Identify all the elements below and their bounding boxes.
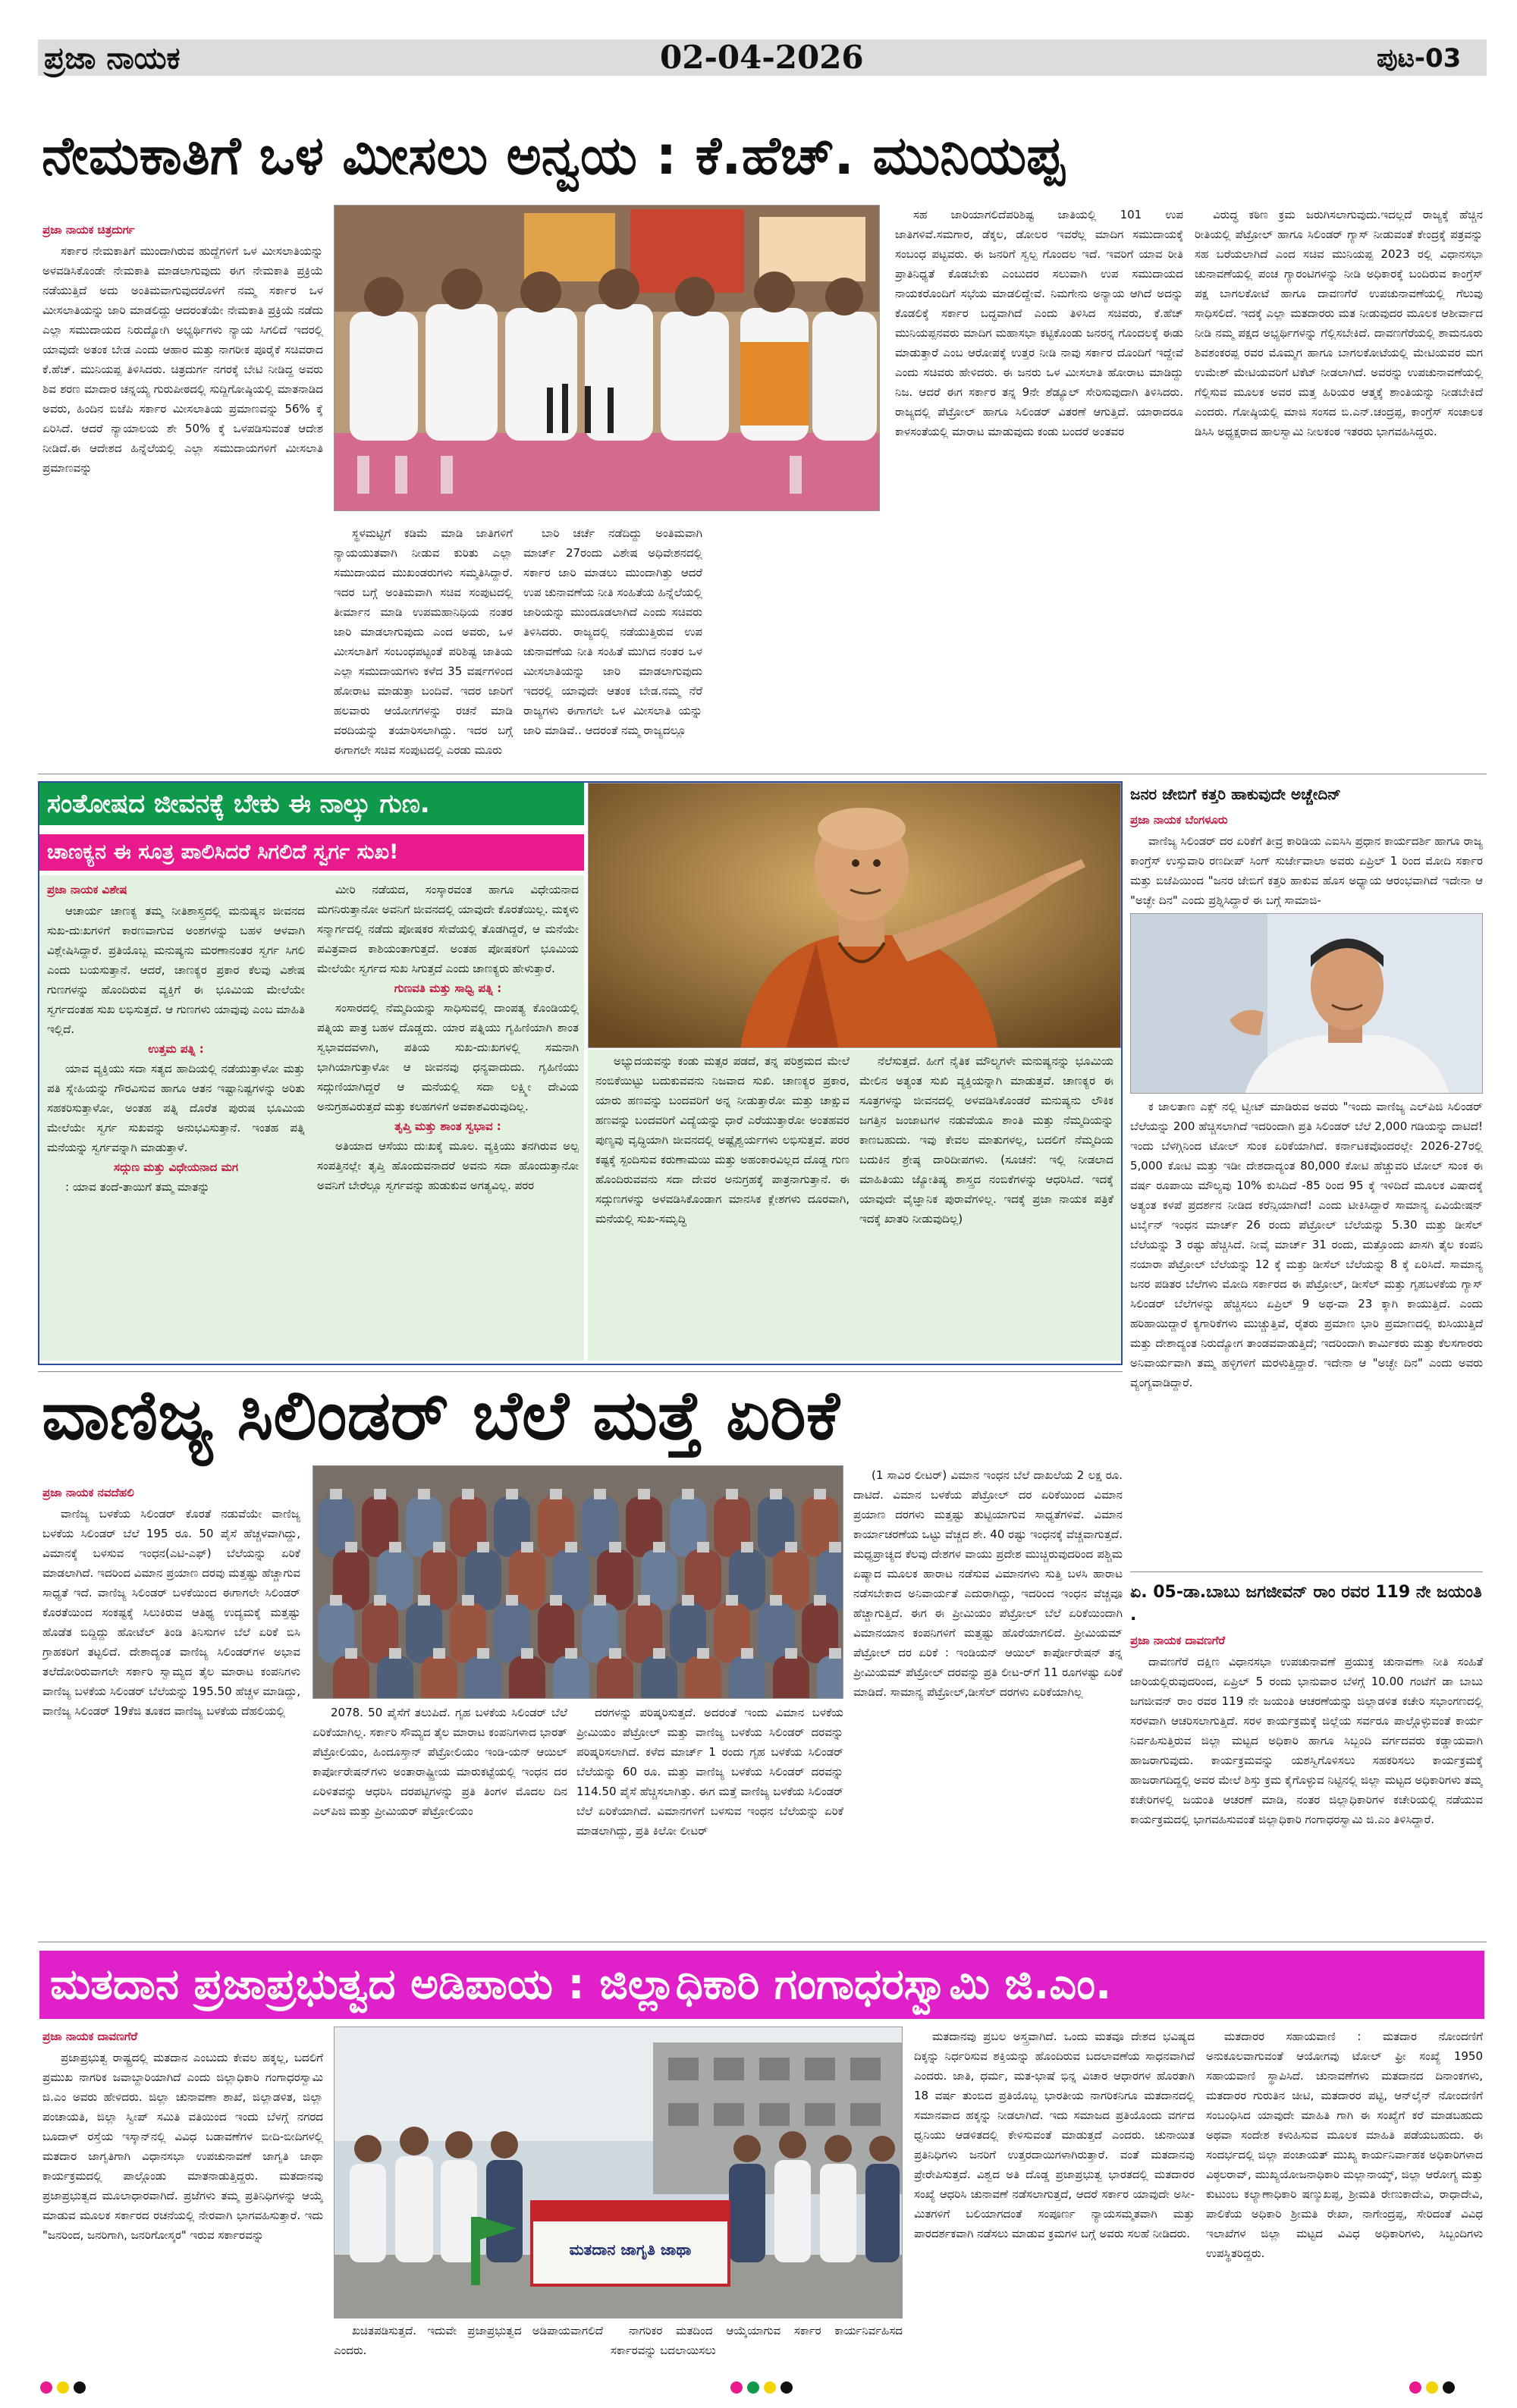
chanakya-painting: [588, 783, 1121, 1048]
cylinder-valve: [814, 1489, 826, 1499]
cylinder-valve: [638, 1489, 650, 1499]
cylinder-valve: [682, 1595, 694, 1606]
cylinder-valve: [550, 1595, 562, 1606]
story6-col3: ನಾಗರಿಕರ ಮತದಿಂದ ಆಯ್ಕೆಯಾಗುವ ಸರ್ಕಾರ ಕಾರ್ಯನಿರ್ವಹಿಸದ ಸರ್ಕಾರವನ್ನು ಬದಲಾಯಿಸಲು: [611, 2324, 903, 2357]
cylinder-valve: [814, 1595, 826, 1606]
awareness-rally-photo: [334, 2027, 903, 2319]
story4-col2: 2078. 50 ಪೈಸೆಗೆ ತಲುಪಿದೆ. ಗೃಹ ಬಳಕೆಯ ಸಿಲಿಂಡರ್ ಬೆಲೆ ಏರಿಕೆಯಾಗಿಲ್ಲ. ಸರ್ಕಾರಿ ಸೌಮ್ಯದ ತೈಲ ಮಾರಾಟ ಕಂಪನಿಗಳಾದ ಭಾರತ್ ಪೆಟ್ರೋಲಿಯಂ, ಹಿಂದೂಸ್ತಾನ್ ಪೆಟ್ರೋಲಿಯಂ ಇಂಡಿ-ಯನ್ ಆಯಿಲ್ ಕಾರ್ಪೋರೇಷನ್‌ಗಳು ಅಂತಾರಾಷ್ಟ್ರೀಯ ಮಾರುಕಟ್ಟೆಯಲ್ಲಿ ಇಂಧನ ದರ ಏರಿಳಿತವನ್ನು ಆಧರಿಸಿ ದರಪಟ್ಟಿಗಳನ್ನು ಪ್ರತಿ ತಿಂಗಳ ಮೊದಲ ದಿನ ಎಲ್‌ಪಿಜಿ ಮತ್ತು ಪ್ರೀಮಿಯರ್ ಪೆಟ್ರೋಲಿಯಂ: [313, 1706, 567, 1818]
cylinder-valve: [389, 1542, 401, 1552]
story5-bureau: ಪ್ರಜಾ ನಾಯಕ ದಾವಣಗೆರೆ: [1130, 1634, 1226, 1647]
story4-col4: (1 ಸಾವಿರ ಲೀಟರ್) ವಿಮಾನ ಇಂಧನ ಬೆಲೆ ದಾಖಲೆಯ 2 ಲಕ್ಷ ರೂ. ದಾಟಿದೆ. ವಿಮಾನ ಬಳಕೆಯ ಪೆಟ್ರೋಲ್ ದರ ಏರಿಕೆಯಿಂದ ವಿಮಾನ ಪ್ರಯಾಣ ದರಗಳು ಮತ್ತಷ್ಟು ತುಟ್ಟಿಯಾಗುವ ಸಾಧ್ಯತೆಗಳಿವೆ. ವಿಮಾನ ಕಾರ್ಯಾಚರಣೆಯ ಒಟ್ಟು ವೆಚ್ಚದ ಶೇ. 40 ರಷ್ಟು ಇಂಧನಕ್ಕೆ ವೆಚ್ಚವಾಗುತ್ತದೆ. ಮಧ್ಯಪ್ರಾಚ್ಯದ ಕೆಲವು ದೇಶಗಳ ವಾಯು ಪ್ರದೇಶ ಮುಚ್ಚಿರುವುದರಿಂದ ಪಶ್ಚಿಮ ಏಷ್ಯಾದ ಮೂಲಕ ಹಾರಾಟ ನಡೆಸುವ ವಿಮಾನಗಳು ಸುತ್ತಿ ಬಳಸಿ ಹಾರಾಟ ನಡೆಸಬೇಕಾದ ಅನಿವಾರ್ಯತೆ ಎದುರಾಗಿದ್ದು, ಇದರಿಂದ ಇಂಧನ ವೆಚ್ಚವೂ ಹೆಚ್ಚಾಗುತ್ತಿದೆ. ಈಗ ಈ ಪ್ರೀಮಿಯಂ ಪೆಟ್ರೋಲ್ ಬೆಲೆ ಏರಿಕೆಯಿಂದಾಗಿ ವಿಮಾನಯಾನ ಕಂಪನಿಗಳಿಗೆ ಮತ್ತಷ್ಟು ಹೊರೆಯಾಗಲಿದೆ. ಪ್ರೀಮಿಯಮ್ ಪೆಟ್ರೋಲ್ ದರ ಏರಿಕೆ : ಇಂಡಿಯನ್ ಆಯಿಲ್ ಕಾರ್ಪೋರೇಷನ್ ತನ್ನ ಪ್ರೀಮಿಯಮ್ ಪೆಟ್ರೋಲ್ ದರವನ್ನು ಪ್ರತಿ ಲೀಟ-ರ್‌ಗೆ 11 ರೂಗಳಷ್ಟು ಏರಿಕೆ ಮಾಡಿದೆ. ಸಾಮಾನ್ಯ ಪೆಟ್ರೋಲ್,ಡೀಸೆಲ್ ದರಗಳು ಏರಿಕೆಯಾಗಿಲ್ಲ: [853, 1468, 1123, 1699]
gas-cylinders-photo: [313, 1465, 843, 1699]
cylinder-valve: [521, 1648, 533, 1659]
story1-col5: ವಿರುದ್ಧ ಕಠಿಣ ಕ್ರಮ ಜರುಗಿಸಲಾಗುವುದು.ಇದಲ್ಲದೆ ರಾಜ್ಯಕ್ಕೆ ಹೆಚ್ಚಿನ ರೀತಿಯಲ್ಲಿ ಪೆಟ್ರೋಲ್ ಹಾಗೂ ಸಿಲಿಂಡರ್ ಗ್ಯಾಸ್ ನೀಡುವಂತೆ ಕೇಂದ್ರಕ್ಕೆ ಪತ್ರವನ್ನು ಸಹ ಬರೆಯಲಾಗಿದೆ ಎಂದ ಸಚಿವ ಮುನಿಯಪ್ಪ 2023 ರಲ್ಲಿ ವಿಧಾನಸಭಾ ಚುನಾವಣೆಯಲ್ಲಿ ಪಂಚ ಗ್ಯಾರಂಟಿಗಳನ್ನು ನೀಡಿ ಅಧಿಕಾರಕ್ಕೆ ಬಂದಿರುವ ಕಾಂಗ್ರೆಸ್ ಪಕ್ಷ ಬಾಗಲಕೋಟೆ ಹಾಗೂ ದಾವಣಗೆರೆ ಉಪಚುನಾವಣೆಯಲ್ಲಿ ಗೆಲುವು ಸಾಧಿಸಲಿದೆ. ಇದಕ್ಕೆ ಎಲ್ಲಾ ಮತದಾರರು ಮತ ನೀಡುವುದರ ಮೂಲಕ ಆಶೀರ್ವಾದ ನೀಡಿ ನಮ್ಮ ಪಕ್ಷದ ಅಭ್ಯರ್ಥಿಗಳನ್ನು ಗೆಲ್ಲಿಸಬೇಕಿದೆ. ದಾವಣಗೆರೆಯಲ್ಲಿ ಶಾಮನೂರು ಶಿವಶಂಕರಪ್ಪ ರವರ ಮೊಮ್ಮಗ ಹಾಗೂ ಬಾಗಲಕೋಟೆಯಲ್ಲಿ ಮೇಟಿಯವರ ಮಗ ಉಮೇಶ್ ಮೇಟಿಯವರಿಗೆ ಟಿಕೆಟ್ ನೀಡಲಾಗಿದೆ. ಅವರನ್ನು ಉಪಚುನಾವಣೆಯಲ್ಲಿ ಗೆಲ್ಲಿಸುವ ಮೂಲಕ ಅವರ ಮತ್ತ ಹಿರಿಯರ ಆತ್ಮಕ್ಕೆ ಶಾಂತಿಯನ್ನು ನೀಡಬೇಕಿದೆ ಎಂದರು. ಗೋಷ್ಠಿಯಲ್ಲಿ ಮಾಜಿ ಸಂಸದ ಬಿ.ಎನ್.ಚಂದ್ರಪ್ಪ, ಕಾಂಗ್ರೆಸ್ ಸಂಚಾಲಕ ಡಿಸಿಸಿ ಅಧ್ಯಕ್ಷರಾದ ಹಾಲಸ್ವಾಮಿ ನೀಲಕಂಠ ಇತರರು ಭಾಗವಹಿಸಿದ್ದರು.: [1195, 208, 1483, 438]
cylinder-valve: [653, 1542, 665, 1552]
story2-col2: ಮೀರಿ ನಡೆಯದ, ಸಂಸ್ಕಾರವಂತ ಹಾಗೂ ವಿಧೇಯನಾದ ಮಗನಿರುತ್ತಾನೋ ಅವನಿಗೆ ಜೀವನದಲ್ಲಿ ಯಾವುದೇ ಕೊರತೆಯಿಲ್ಲ. ಮಕ್ಕಳು ಸನ್ಮಾರ್ಗದಲ್ಲಿ ನಡೆದು ಪೋಷಕರ ಸೇವೆಯಲ್ಲಿ ತೊಡಗಿದ್ದರೆ, ಆ ಮನೆಯೇ ಪವಿತ್ರವಾದ ಕಾಶಿಯಂತಾಗುತ್ತದೆ. ಅಂತಹ ಪೋಷಕರಿಗೆ ಭೂಮಿಯ ಮೇಲೆಯೇ ಸ್ವರ್ಗದ ಸುಖ ಸಿಗುತ್ತದೆ ಎಂದು ಚಾಣಕ್ಯರು ಹೇಳುತ್ತಾರೆ. ಗುಣವತಿ ಮತ್ತು ಸಾಧ್ವಿ ಪತ್ನಿ : ಸಂಸಾರದಲ್ಲಿ ನೆಮ್ಮದಿಯನ್ನು ಸಾಧಿಸುವಲ್ಲಿ ದಾಂಪತ್ಯ ಕೊಂಡಿಯಲ್ಲಿ ಪತ್ನಿಯ ಪಾತ್ರ ಬಹಳ ದೊಡ್ಡದು. ಯಾರ ಪತ್ನಿಯು ಗೃಹಿಣಿಯಾಗಿ ಶಾಂತ ಸ್ವಭಾವದವಳಾಗಿ, ಪತಿಯ ಸುಖ-ದುಃಖಗಳಲ್ಲಿ ಸಮನಾಗಿ ಭಾಗಿಯಾಗುತ್ತಾಳೋ ಆ ಜೀವನವು ಧನ್ಯವಾದುದು. ಗೃಹಿಣಿಯು ಸದ್ಗುಣಿಯಾಗಿದ್ದರೆ ಆ ಮನೆಯಲ್ಲಿ ಸದಾ ಲಕ್ಷ್ಮೀ ದೇವಿಯ ಅನುಗ್ರಹವಿರುತ್ತದೆ ಮತ್ತು ಕಲಹಗಳಿಗೆ ಅವಕಾಶವಿರುವುದಿಲ್ಲ. ತೃಪ್ತಿ ಮತ್ತು ಶಾಂತ ಸ್ವಭಾವ : ಅತಿಯಾದ ಆಸೆಯು ದುಃಖಕ್ಕೆ ಮೂಲ. ವ್ಯಕ್ತಿಯು ತನಗಿರುವ ಅಲ್ಪ ಸಂಪತ್ತಿನಲ್ಲೇ ತೃಪ್ತಿ ಹೊಂದುವನಾದರೆ ಅವನು ಸದಾ ಹೊಂದುತ್ತಾನೋ ಅವನಿಗೆ ಬೇರೆಲ್ಲೂ ಸ್ವರ್ಗವನ್ನು ಹುಡುಕುವ ಅಗತ್ಯವಿಲ್ಲ. ಪರರ: [317, 883, 579, 1192]
cylinder-shape: [465, 1656, 501, 1699]
registration-marks-right: [1407, 2381, 1457, 2397]
story1-headline: ನೇಮಕಾತಿಗೆ ಒಳ ಮೀಸಲು ಅನ್ವಯ : ಕೆ.ಹೆಚ್. ಮುನಿಯಪ್ಪ: [42, 124, 1065, 187]
story2-headline2: ಚಾಣಕ್ಯನ ಈ ಸೂತ್ರ ಪಾಲಿಸಿದರೆ ಸಿಗಲಿದೆ ಸ್ವರ್ಗ ಸುಖ!: [39, 834, 584, 871]
cylinder-valve: [785, 1542, 797, 1552]
cylinder-valve: [653, 1648, 665, 1659]
story2-col4: ನೆಲೆಸುತ್ತದೆ. ಹೀಗೆ ನೈತಿಕ ಮೌಲ್ಯಗಳೇ ಮನುಷ್ಯನನ್ನು ಭೂಮಿಯ ಮೇಲಿನ ಅತ್ಯಂತ ಸುಖಿ ವ್ಯಕ್ತಿಯನ್ನಾಗಿ ಮಾಡುತ್ತವೆ. ಚಾಣಕ್ಯರ ಈ ಸೂತ್ರಗಳನ್ನು ಜೀವನದಲ್ಲಿ ಅಳವಡಿಸಿಕೊಂಡರೆ ಮನುಷ್ಯನು ಲೌಕಿಕ ಜಗತ್ತಿನ ಜಂಜಾಟಗಳ ನಡುವೆಯೂ ಶಾಂತಿ ಮತ್ತು ನೆಮ್ಮದಿಯನ್ನು ಕಾಣಬಹುದು. ಇವು ಕೇವಲ ಮಾತುಗಳಲ್ಲ, ಬದಲಿಗೆ ನೆಮ್ಮದಿಯ ಬದುಕಿನ ಶ್ರೇಷ್ಠ ದಾರಿದೀಪಗಳು. (ಸೂಚನೆ: ಇಲ್ಲಿ ನೀಡಲಾದ ಮಾಹಿತಿಯು ಜ್ಯೋತಿಷ್ಯ ಶಾಸ್ತ್ರದ ನಂಬಿಕೆಗಳನ್ನು ಆಧರಿಸಿದೆ. ಇದಕ್ಕೆ ಯಾವುದೇ ವೈಜ್ಞಾನಿಕ ಪುರಾವೆಗಳಿಲ್ಲ. ಇದಕ್ಕೆ ಪ್ರಜಾ ನಾಯಕ ಪತ್ರಿಕೆ ಇದಕ್ಕೆ ಖಾತರಿ ನೀಡುವುದಿಲ್ಲ): [859, 1054, 1113, 1226]
page-number: ಪುಟ-03: [1377, 43, 1462, 74]
cylinder-valve: [462, 1489, 474, 1499]
cylinder-valve: [594, 1595, 606, 1606]
paper-name: ಪ್ರಜಾ ನಾಯಕ: [44, 41, 181, 76]
cylinder-valve: [550, 1489, 562, 1499]
cylinder-valve: [330, 1595, 342, 1606]
cylinder-valve: [477, 1648, 489, 1659]
cylinder-valve: [785, 1648, 797, 1659]
story6-col5: ಮತದಾರರ ಸಹಾಯವಾಣಿ : ಮತದಾರ ನೋಂದಣಿಗೆ ಅನುಕೂಲವಾಗುವಂತೆ ಆಯೋಗವು ಟೋಲ್ ಫ್ರೀ ಸಂಖ್ಯೆ 1950 ಸಹಾಯವಾಣಿ ಸ್ಥಾಪಿಸಿದೆ. ಚುನಾವಣೆಗಳು ಮತದಾನದ ದಿನಾಂಕಗಳು, ಮತದಾರರ ಗುರುತಿನ ಚೀಟಿ, ಮತದಾರರ ಪಟ್ಟಿ, ಆನ್‌ಲೈನ್ ನೋಂದಣಿಗೆ ಸಂಬಂಧಿಸಿದ ಯಾವುದೇ ಮಾಹಿತಿ ಗಾಗಿ ಈ ಸಂಖ್ಯೆಗೆ ಕರೆ ಮಾಡಬಹುದು ಅಥವಾ ಸಂದೇಶ ಕಳುಹಿಸುವ ಮೂಲಕ ಮಾಹಿತಿ ಪಡೆಯಬಹುದು. ಈ ಸಂದರ್ಭದಲ್ಲಿ ಜಿಲ್ಲಾ ಪಂಚಾಯತ್ ಮುಖ್ಯ ಕಾರ್ಯನಿರ್ವಾಹಕ ಅಧಿಕಾರಿಗಳಾದ ವಿಠ್ಠಲರಾವ್, ಮುಖ್ಯಯೋಜನಾಧಿಕಾರಿ ಮಲ್ಲಾನಾಯ್ಕ್, ಜಿಲ್ಲಾ ಆರೋಗ್ಯ ಮತ್ತು ಕುಟುಂಬ ಕಲ್ಯಾಣಾಧಿಕಾರಿ ಷಣ್ಮುಖಪ್ಪ, ಶ್ರೀಮತಿ ರೇಣುಕಾದೇವಿ, ರಾಧಾದೇವಿ, ಪಾಲಿಕೆಯ ಅಧಿಕಾರಿ ಶ್ರೀಮತಿ ರೇಖಾ, ನಾಗೇಂದ್ರಪ್ಪ, ಸೇರಿದಂತೆ ವಿವಿಧ ಇಲಾಖೆಗಳ ಜಿಲ್ಲಾ ಮಟ್ಟದ ವಿವಿಧ ಅಧಿಕಾರಿಗಳು, ಸಿಬ್ಬಂದಿಗಳು ಉಪಸ್ಥಿತರಿದ್ದರು.: [1206, 2030, 1483, 2260]
story6-col4: ಮತದಾನವು ಪ್ರಬಲ ಅಸ್ತ್ರವಾಗಿದೆ. ಒಂದು ಮತವೂ ದೇಶದ ಭವಿಷ್ಯದ ದಿಕ್ಕನ್ನು ನಿರ್ಧರಿಸುವ ಶಕ್ತಿಯನ್ನು ಹೊಂದಿರುವ ಬದಲಾವಣೆಯ ಸಾಧನವಾಗಿದೆ ಎಂದರು. ಜಾತಿ, ಧರ್ಮ, ಮತ-ಭಾಷೆ ಭಿನ್ನ ವಿಚಾರ ಆಧಾರಗಳ ಹೊರತಾಗಿ 18 ವರ್ಷ ತುಂಬಿದ ಪ್ರತಿಯೊಬ್ಬ ಭಾರತೀಯ ನಾಗರಿಕನಿಗೂ ಮತದಾನದಲ್ಲಿ ಸಮಾನವಾದ ಹಕ್ಕನ್ನು ನೀಡಲಾಗಿದೆ. ಇದು ಸಮಾಜದ ಪ್ರತಿಯೊಂದು ವರ್ಗದ ಧ್ವನಿಯು ಆಡಳಿತದಲ್ಲಿ ಕೇಳಿಸುವಂತೆ ಮಾಡುತ್ತದೆ ಎಂದರು. ಚುನಾಯಿತ ಪ್ರತಿನಿಧಿಗಳು ಜನರಿಗೆ ಉತ್ತರದಾಯಿಗಳಾಗಿರುತ್ತಾರೆ. ವಂತೆ ಮತದಾನವು ಪ್ರೇರೇಪಿಸುತ್ತದೆ. ವಿಶ್ವದ ಅತಿ ದೊಡ್ಡ ಪ್ರಜಾಪ್ರಭುತ್ವ ಭಾರತದಲ್ಲಿ ಮತದಾರರ ಸಂಖ್ಯೆ ಆಧರಿಸಿ ಚುನಾವಣೆ ನಡೆಸಲಾಗುತ್ತದೆ, ಆದರೆ ಸರ್ಕಾರ ಯಾವುದೇ ಅಸೀ-ಮಿತಗಳಿಗೆ ಬಲಿಯಾಗದಂತೆ ಸಂಪೂರ್ಣ ನ್ಯಾಯಸಮ್ಮತವಾಗಿ ಮತ್ತು ಪಾರದರ್ಶಕವಾಗಿ ನಡೆಸಲು ಮಾಡುವ ಕ್ರಮಗಳ ಬಗ್ಗೆ ಅವರು ಸಲಹೆ ನೀಡಿದರು.: [914, 2030, 1195, 2240]
story3-text1: ವಾಣಿಜ್ಯ ಸಿಲಿಂಡರ್ ದರ ಏರಿಕೆಗೆ ತೀವ್ರ ಕಾರಿಡಿಯ ಎಐಸಿಸಿ ಪ್ರಧಾನ ಕಾರ್ಯದರ್ಶಿ ಹಾಗೂ ರಾಜ್ಯ ಕಾಂಗ್ರೆಸ್ ಉಸ್ತುವಾರಿ ರಣದೀಪ್ ಸಿಂಗ್ ಸುರ್ಜೇವಾಲಾ ಅವರು ಏಪ್ರಿಲ್ 1 ರಿಂದ ಮೋದಿ ಸರ್ಕಾರ ಮತ್ತು ಬಿಜೆಪಿಯಿಂದ "ಜನರ ಜೇಬಿಗೆ ಕತ್ತರಿ ಹಾಕುವ ಹೊಸ ಅಧ್ಯಾಯ ಆರಂಭವಾಗಿದೆ ಇದೇನಾ ಆ "ಅಚ್ಛೇ ದಿನ" ಎಂದು ಪ್ರಶ್ನಿಸಿದ್ದಾರೆ ಈ ಬಗ್ಗೆ ಸಾಮಾಜಿ-: [1130, 834, 1483, 907]
divider: [1130, 1571, 1483, 1572]
registration-marks-center: [728, 2381, 795, 2397]
cylinder-valve: [594, 1489, 606, 1499]
cylinder-valve: [829, 1542, 841, 1552]
cylinder-valve: [418, 1595, 430, 1606]
story1-bureau: ಪ್ರಜಾ ನಾಯಕ ಚಿತ್ರದುರ್ಗ: [42, 223, 135, 237]
cylinder-valve: [609, 1542, 621, 1552]
surjewala-photo: [1130, 913, 1483, 1094]
cylinder-valve: [433, 1648, 445, 1659]
cylinder-shape: [333, 1656, 369, 1699]
cylinder-valve: [741, 1542, 753, 1552]
cylinder-shape: [553, 1656, 589, 1699]
story3-text2: ಕ ಜಾಲತಾಣ ಎಕ್ಸ್ ನಲ್ಲಿ ಟ್ವೀಟ್ ಮಾಡಿರುವ ಅವರು "ಇಂದು ವಾಣಿಜ್ಯ ಎಲ್‌ಪಿಜಿ ಸಿಲಿಂಡರ್ ಬೆಲೆಯನ್ನು 200 ಹೆಚ್ಚಿಸಲಾಗಿದೆ ಇದರಿಂದಾಗಿ ಪ್ರತಿ ಸಿಲಿಂಡರ್ ಬೆಲೆ 2,000 ಗಡಿಯನ್ನು ದಾಟಿದೆ! ಇಂದು ಬೆಳಗ್ಗಿನಿಂದ ಟೋಲ್ ಸುಂಕ ಏರಿಕೆಯಾಗಿದೆ. ಕರ್ನಾಟಕವೊಂದರಲ್ಲೇ 2026-27ರಲ್ಲಿ 5,000 ಕೋಟಿ ಮತ್ತು ಇಡೀ ದೇಶದಾದ್ಯಂತ 80,000 ಕೋಟಿ ಹೆಚ್ಚುವರಿ ಟೋಲ್ ಸುಂಕ ಈ ವರ್ಷ ರೂಪಾಯಿ ಮೌಲ್ಯವು 10% ಕುಸಿದಿದೆ -85 ರಿಂದ 95 ಕ್ಕೆ ಇಳಿದಿದೆ ಮೂಲಕ ವಿಷಾದಕ್ಕೆ ಅತ್ಯಂತ ಕಳಪೆ ಪ್ರದರ್ಶನ ನೀಡಿದ ಕರೆನ್ಸಿಯಾಗಿದೆ! ಎಂದು ಟೀಕಿಸಿದ್ದಾರೆ ಸಾಮಾನ್ಯ ಏವಿಯೇಷನ್ ಟರ್ಬೈನ್ ಇಂಧನ ಮಾರ್ಚ್ 26 ರಂದು ಪೆಟ್ರೋಲ್ ಬೆಲೆಯನ್ನು 5.30 ಮತ್ತು ಡೀಸೆಲ್ ಬೆಲೆಯನ್ನು 3 ರಷ್ಟು ಹೆಚ್ಚಿಸಿದೆ. ನೀವೈ ಮಾರ್ಚ್ 31 ರಂದು, ಮತ್ತೊಂದು ಖಾಸಗಿ ತೈಲ ಕಂಪನಿ ನಯಾರಾ ಪೆಟ್ರೋಲ್ ಬೆಲೆಯನ್ನು 12 ಕ್ಕೆ ಮತ್ತು ಡೀಸೆಲ್ ಬೆಲೆಯನ್ನು 8 ಕ್ಕೆ ಏರಿಸಿದೆ. ಸಾಮಾನ್ಯ ಜನರ ಪಡಿತರ ಬೆಲೆಗಳು ಮೋದಿ ಸರ್ಕಾರದ ಈ ಪೆಟ್ರೋಲ್, ಡೀಸೆಲ್ ಮತ್ತು ಗೃಹಬಳಕೆಯ ಗ್ಯಾಸ್ ಸಿಲಿಂಡರ್ ಬೆಲೆಗಳನ್ನು ಹೆಚ್ಚಿಸಲು ಏಪ್ರಿಲ್ 9 ಅಥ-ವಾ 23 ಕ್ಕಾಗಿ ಕಾಯುತ್ತಿದೆ. ಎಂದು ಹರಿಹಾಯಿದ್ದಾರೆ ಕ್ಯಗಾರಿಕೆಗಳು ಮುಚ್ಚುತ್ತಿವೆ, ರೈತರು ಪ್ರಮಾಣ ಭಾರಿ ಪ್ರಮಾಣದಲ್ಲಿ ಕುಸಿಯುತ್ತಿದೆ ಮತ್ತು ದೇಶಾದ್ಯಂತ ನಿರುದ್ಯೋಗ ತಾಂಡವವಾಡುತ್ತಿದೆ; ಇದರಿಂದಾಗಿ ಕಾರ್ಮಿಕರು ಮತ್ತು ಕೆಲಸಗಾರರು ಅನಿವಾರ್ಯವಾಗಿ ತಮ್ಮ ಹಳ್ಳಿಗಳಿಗೆ ಮರಳುತ್ತಿದ್ದಾರೆ. ಇದೇನಾ ಆ "ಅಚ್ಛೇ ದಿನ" ಎಂದು ಅವರು ವ್ಯಂಗ್ಯವಾಡಿದ್ದಾರೆ.: [1130, 1100, 1483, 1389]
story1-col3: ಬಾರಿ ಚರ್ಚೆ ನಡೆದಿದ್ದು ಅಂತಿಮವಾಗಿ ಮಾರ್ಚ್ 27ರಂದು ವಿಶೇಷ ಅಧಿವೇಶನದಲ್ಲಿ ಸರ್ಕಾರ ಜಾರಿ ಮಾಡಲು ಮುಂದಾಗಿತ್ತು ಆದರೆ ಉಪ ಚುನಾವಣೆಯ ನೀತಿ ಸಂಹಿತೆಯ ಹಿನ್ನೆಲೆಯಲ್ಲಿ ಜಾರಿಯನ್ನು ಮುಂದೂಡಲಾಗಿದೆ ಎಂದು ಸಚಿವರು ತಿಳಿಸಿದರು. ರಾಜ್ಯದಲ್ಲಿ ನಡೆಯುತ್ತಿರುವ ಉಪ ಚುನಾವಣೆಯ ನೀತಿ ಸಂಹಿತೆ ಮುಗಿದ ನಂತರ ಒಳ ಮೀಸಲಾತಿಯನ್ನು ಜಾರಿ ಮಾಡಲಾಗುವುದು ಇದರಲ್ಲಿ ಯಾವುದೇ ಆತಂಕ ಬೇಡ.ನಮ್ಮ ನೆರೆ ರಾಜ್ಯಗಳು ಈಗಾಗಲೇ ಒಳ ಮೀಸಲಾತಿ ಯನ್ನು ಜಾರಿ ಮಾಡಿವೆ.. ಆದರಂತೆ ನಮ್ಮ ರಾಜ್ಯದಲ್ಲೂ: [523, 526, 702, 737]
story4-col3: ದರಗಳನ್ನು ಪರಿಷ್ಕರಿಸುತ್ತದೆ. ಅದರಂತೆ ಇಂದು ವಿಮಾನ ಬಳಕೆಯ ಪ್ರೀಮಿಯಂ ಪೆಟ್ರೋಲ್ ಮತ್ತು ವಾಣಿಜ್ಯ ಬಳಕೆಯ ಸಿಲಿಂಡರ್ ದರವನ್ನು ಪರಿಷ್ಕರಿಸಲಾಗಿದೆ. ಕಳೆದ ಮಾರ್ಚ್ 1 ರಂದು ಗೃಹ ಬಳಕೆಯ ಸಿಲಿಂಡರ್ ಬೆಲೆಯನ್ನು 60 ರೂ. ಮತ್ತು ವಾಣಿಜ್ಯ ಬಳಕೆಯ ಸಿಲಿಂಡರ್ ದರವನ್ನು 114.50 ಪೈಸೆ ಹೆಚ್ಚಿಸಲಾಗಿತ್ತು. ಈಗ ಮತ್ತೆ ವಾಣಿಜ್ಯ ಬಳಕೆಯ ಸಿಲಿಂಡರ್ ಬೆಲೆ ಏರಿಕೆಯಾಗಿದೆ. ವಿಮಾನಗಳಿಗೆ ಬಳಸುವ ಇಂಧನ ಬೆಲೆಯನ್ನು ಏರಿಕೆ ಮಾಡಲಾಗಿದ್ದು, ಪ್ರತಿ ಕಿಲೋ ಲೀಟರ್: [576, 1706, 843, 1838]
cylinder-valve: [374, 1595, 386, 1606]
cylinder-valve: [565, 1542, 577, 1552]
subhead-good-wife: ಉತ್ತಮ ಪತ್ನಿ :: [148, 1042, 204, 1056]
story6-col1: ಪ್ರಜಾಪ್ರಭುತ್ವ ರಾಷ್ಟ್ರದಲ್ಲಿ ಮತದಾನ ಎಂಬುದು ಕೇವಲ ಹಕ್ಕಲ್ಲ, ಬದಲಿಗೆ ಪ್ರಮುಖ ನಾಗರಿಕ ಜವಾಬ್ದಾರಿಯಾಗಿದೆ ಎಂದು ಜಿಲ್ಲಾಧಿಕಾರಿ ಗಂಗಾಧರಸ್ವಾಮಿ ಜಿ.ಎಂ ಅವರು ಹೇಳಿದರು. ಜಿಲ್ಲಾ ಚುನಾವಣಾ ಶಾಖೆ, ಜಿಲ್ಲಾಡಳಿತ, ಜಿಲ್ಲಾ ಪಂಚಾಯತಿ, ಜಿಲ್ಲಾ ಸ್ವೀಪ್ ಸಮಿತಿ ವತಿಯಿಂದ ಇಂದು ಬೆಳಗ್ಗೆ ನಗರದ ಬೂದಾಳ್ ರಸ್ತೆಯ ಇಸ್ಕಾನ್‌ನಲ್ಲಿ ವಿವಿಧ ಬಡಾವಣೆಗಳ ಬೀದಿ-ಬೀದಿಗಳಲ್ಲಿ ಮತದಾರ ಜಾಗೃತಿಗಾಗಿ ವಿಧಾನಸಭಾ ಉಪಚುನಾವಣೆ ಜಾಗೃತಿ ಜಾಥಾ ಕಾರ್ಯಕ್ರಮದಲ್ಲಿ ಪಾಲ್ಗೊಂಡು ಮಾತನಾಡುತ್ತಿದ್ದರು. ಮತದಾನವು ಪ್ರಜಾಪ್ರಭುತ್ವದ ಮೂಲಾಧಾರವಾಗಿದೆ. ಪ್ರಜೆಗಳು ತಮ್ಮ ಪ್ರತಿನಿಧಿಗಳನ್ನು ಆಯ್ಕೆ ಮಾಡುವ ಮೂಲಕ ಸರ್ಕಾರದ ರಚನೆಯಲ್ಲಿ ನೇರವಾಗಿ ಭಾಗವಹಿಸುತ್ತಾರೆ. ಇದು "ಜನರಿಂದ, ಜನರಿಗಾಗಿ, ಜನರಿಗೋಸ್ಕರ" ಇರುವ ಸರ್ಕಾರವನ್ನು: [42, 2051, 323, 2242]
cylinder-valve: [374, 1489, 386, 1499]
subhead-contentment: ತೃಪ್ತಿ ಮತ್ತು ಶಾಂತ ಸ್ವಭಾವ :: [394, 1119, 501, 1133]
cylinder-valve: [726, 1595, 738, 1606]
cylinder-shape: [817, 1656, 843, 1699]
cylinder-shape: [641, 1656, 677, 1699]
cylinder-valve: [829, 1648, 841, 1659]
cylinder-shape: [597, 1656, 633, 1699]
subhead-virtuous-wife: ಗುಣವತಿ ಮತ್ತು ಸಾಧ್ವಿ ಪತ್ನಿ :: [394, 981, 502, 995]
story1-col4: ಸಹ ಜಾರಿಯಾಗಲಿದೆಪರಿಶಿಷ್ಟ ಜಾತಿಯಲ್ಲಿ 101 ಉಪ ಜಾತಿಗಳಿವೆ.ಸಮಗಾರ, ಡೆಕ್ಕಲ, ಡೋಲರ ಇವರೆಲ್ಲ ಮಾದಿಗ ಸಮುದಾಯಕ್ಕೆ ಸಂಬಂಧ ಪಟ್ಟವರು. ಈ ಜನರಿಗೆ ಸ್ವಲ್ಪ ಗೊಂದಲ ಇದೆ. ಇವರಿಗೆ ಯಾವ ರೀತಿ ಪ್ರಾತಿನಿಧ್ಯತೆ ಕೊಡಬೇಕು ಎಂಬುದರ ಸಲುವಾಗಿ ಉಪ ಸಮುದಾಯದ ನಾಯಕರೊಂದಿಗೆ ಸಭೆಯ ಮಾಡಲಿದ್ದೇವೆ. ನಿಮಗೇನು ಅನ್ಯಾಯ ಆಗಿದೆ ಅದನ್ನು ಕೊಡಲಿಕ್ಕೆ ಸರ್ಕಾರ ಬದ್ಧವಾಗಿದೆ ಎಂದು ತಿಳಿಸಿದ ಸಚಿವರು, ಕೆ.ಹೆಚ್ ಮುನಿಯಪ್ಪನವರು ಮಾದಿಗ ಮಹಾಸಭಾ ಕಟ್ಟಿಕೊಂಡು ಜನರನ್ನ ಗೊಂದಲಕ್ಕೆ ಈಡು ಮಾಡುತ್ತಾರೆ ಎಂಬ ಆರೋಪಕ್ಕೆ ಉತ್ತರ ನೀಡಿ ನಾವು ಸರ್ಕಾರ ದೊಂದಿಗೆ ಇದ್ದೇವೆ ಎಂದು ಸಚಿವರು ಹೇಳಿದರು. ಈ ಜನರು ಒಳ ಮೀಸಲಾತಿ ಹೋರಾಟ ಮಾಡಿದ್ದು ನಿಜ. ಆದರೆ ಈಗ ಸರ್ಕಾರ ತನ್ನ 9ನೇ ಶೆಡ್ಯೂಲ್ ಸೇರಿಸುವುದಾಗಿ ತಿಳಿಸಿದರು. ರಾಜ್ಯದಲ್ಲಿ ಪೆಟ್ರೋಲ್ ಹಾಗೂ ಸಿಲಿಂಡರ್ ವಿತರಣೆ ಆಗುತ್ತಿದೆ. ಯಾರಾದರೂ ಕಾಳಸಂತೆಯಲ್ಲಿ ಮಾರಾಟ ಮಾಡುವುದು ಕಂಡು ಬಂದರೆ ಅಂತವರ: [895, 208, 1183, 438]
story2-col1: ಆಚಾರ್ಯ ಚಾಣಕ್ಯ ತಮ್ಮ ನೀತಿಶಾಸ್ತ್ರದಲ್ಲಿ ಮನುಷ್ಯನ ಜೀವನದ ಸುಖ-ದುಃಖಗಳಿಗೆ ಕಾರಣವಾಗುವ ಅಂಶಗಳನ್ನು ಬಹಳ ಆಳವಾಗಿ ವಿಶ್ಲೇಷಿಸಿದ್ದಾರೆ. ಪ್ರತಿಯೊಬ್ಬ ಮನುಷ್ಯನು ಮರಣಾನಂತರ ಸ್ವರ್ಗ ಸಿಗಲಿ ಎಂದು ಬಯಸುತ್ತಾನೆ. ಆದರೆ, ಚಾಣಕ್ಯರ ಪ್ರಕಾರ ಕೆಲವು ವಿಶೇಷ ಗುಣಗಳನ್ನು ಹೊಂದಿರುವ ವ್ಯಕ್ತಿಗೆ ಈ ಭೂಮಿಯ ಮೇಲೆಯೇ ಸ್ವರ್ಗದಂತಹ ಸುಖ ಲಭಿಸುತ್ತದೆ. ಆ ಗುಣಗಳು ಯಾವುವು ಎಂಬ ಮಾಹಿತಿ ಇಲ್ಲಿದೆ. ಉತ್ತಮ ಪತ್ನಿ : ಯಾವ ವ್ಯಕ್ತಿಯು ಸದಾ ಸತ್ಯದ ಹಾದಿಯಲ್ಲಿ ನಡೆಯುತ್ತಾಳೋ ಮತ್ತು ಪತಿ ಸ್ನೇಹಿಯನ್ನು ಗೌರವಿಸುವ ಹಾಗೂ ಆತನ ಇಷ್ಟಾನಿಷ್ಟಗಳನ್ನು ಅರಿತು ಸಹಕರಿಸುತ್ತಾಳೋ, ಅಂತಹ ಪತ್ನಿ ದೊರೆತ ಪುರುಷ ಭೂಮಿಯ ಮೇಲೆಯೇ ಸ್ವರ್ಗ ಸುಖವನ್ನು ಅನುಭವಿಸುತ್ತಾನೆ. ಇಂತಹ ಪತ್ನಿ ಮನೆಯನ್ನು ಸ್ವರ್ಗವನ್ನಾಗಿ ಮಾಡುತ್ತಾಳೆ. ಸದ್ಗುಣ ಮತ್ತು ವಿಧೇಯನಾದ ಮಗ : ಯಾವ ತಂದೆ-ತಾಯಿಗೆ ತಮ್ಮ ಮಾತನ್ನು: [47, 904, 305, 1194]
cylinder-valve: [609, 1648, 621, 1659]
cylinder-valve: [330, 1489, 342, 1499]
story6-col2: ಖಚಿತಪಡಿಸುತ್ತದೆ. ಇದುವೇ ಪ್ರಜಾಪ್ರಭುತ್ವದ ಅಡಿಪಾಯವಾಗಲಿದೆ ಎಂದರು.: [334, 2324, 603, 2357]
story4-col1: ವಾಣಿಜ್ಯ ಬಳಕೆಯ ಸಿಲಿಂಡರ್ ಕೊರತೆ ನಡುವೆಯೇ ವಾಣಿಜ್ಯ ಬಳಕೆಯ ಸಿಲಿಂಡರ್ ಬೆಲೆ 195 ರೂ. 50 ಪೈಸೆ ಹೆಚ್ಚಳವಾಗಿದ್ದು, ವಿಮಾನಕ್ಕೆ ಬಳಸುವ ಇಂಧನ(ಎಟಿ-ಎಫ್) ಬೆಲೆಯನ್ನು ಏರಿಕೆ ಮಾಡಲಾಗಿದೆ. ಇದರಿಂದ ವಿಮಾನ ಪ್ರಯಾಣ ದರವು ಮತ್ತಷ್ಟು ಹೆಚ್ಚಾಗುವ ಸಾಧ್ಯತೆ ಇದೆ. ವಾಣಿಜ್ಯ ಸಿಲಿಂಡರ್ ಬಳಕೆಯಿಂದ ಈಗಾಗಲೇ ಸಿಲಿಂಡರ್ ಕೊರತೆಯಿಂದ ಸಂಕಷ್ಟಕ್ಕೆ ಸಿಲುಕಿರುವ ಆತಿಥ್ಯ ಉದ್ಯಮಕ್ಕೆ ಮತ್ತಷ್ಟು ಹೊಡೆತ ಬಿದ್ದಿದ್ದು ಹೋಟೆಲ್ ತಿಂಡಿ ತಿನಿಸುಗಳ ಬೆಲೆ ಏರಿಕೆ ಬಿಸಿ ಗ್ರಾಹಕರಿಗೆ ತಟ್ಟಲಿದೆ. ದೇಶಾದ್ಯಂತ ವಾಣಿಜ್ಯ ಸಿಲಿಂಡರ್‌ಗಳ ಅಭಾವ ತಲೆದೋರಿರುವಾಗಲೇ ಸರ್ಕಾರಿ ಸ್ವಾಮ್ಯದ ತೈಲ ಮಾರಾಟ ಕಂಪನಿಗಳು ವಾಣಿಜ್ಯ ಬಳಕೆಯ ಸಿಲಿಂಡರ್ ಬೆಲೆಯನ್ನು 195.50 ಹೆಚ್ಚಳ ಮಾಡಿದ್ದು, ವಾಣಿಜ್ಯ ಸಿಲಿಂಡರ್ 19ಕೆಜಿ ತೂಕದ ವಾಣಿಜ್ಯ ಬಳಕೆಯ ದೆಹಲಿಯಲ್ಲಿ: [42, 1507, 300, 1718]
cylinder-valve: [345, 1542, 357, 1552]
story2-bureau: ಪ್ರಜಾ ನಾಯಕ ವಿಶೇಷ: [47, 883, 127, 896]
cylinder-valve: [726, 1489, 738, 1499]
story3-bureau: ಪ್ರಜಾ ನಾಯಕ ಬೆಂಗಳೂರು: [1130, 813, 1228, 827]
registration-marks-left: [38, 2381, 88, 2397]
story6-bureau: ಪ್ರಜಾ ನಾಯಕ ದಾವಣಗೆರೆ: [42, 2030, 138, 2043]
cylinder-valve: [462, 1595, 474, 1606]
cylinder-valve: [433, 1542, 445, 1552]
story5-text: ದಾವಣಗೆರೆ ದಕ್ಷಿಣ ವಿಧಾನಸಭಾ ಉಪಚುನಾವಣೆ ಪ್ರಯುಕ್ತ ಚುನಾವಣಾ ನೀತಿ ಸಂಹಿತೆ ಜಾರಿಯಲ್ಲಿರುವುದರಿಂದ, ಏಪ್ರಿಲ್ 5 ರಂದು ಭಾನುವಾರ ಬೆಳಗ್ಗೆ 10.00 ಗಂಟೆಗೆ ಡಾ ಬಾಬು ಜಗಜೀವನ್ ರಾಂ ರವರ 119 ನೇ ಜಯಂತಿ ಆಚರಣೆಯನ್ನು ಜಿಲ್ಲಾಡಳಿತ ಕಚೇರಿ ಸಭಾಂಗಣದಲ್ಲಿ ಸರಳವಾಗಿ ಆಚರಿಸಲಾಗುತ್ತಿದೆ. ಸರಳ ಕಾರ್ಯಕ್ರಮಕ್ಕೆ ಜಿಲ್ಲೆಯ ಸರ್ವರೂ ಪಾಲ್ಗೊಳ್ಳುವಂತೆ ಕಾರ್ಯ ನಿರ್ವಹಿಸುತ್ತಿರುವ ಜಿಲ್ಲಾ ಮಟ್ಟದ ಅಧಿಕಾರಿ ಹಾಗೂ ಸಿಬ್ಬಂದಿ ವರ್ಗದವರು ಕಡ್ಡಾಯವಾಗಿ ಹಾಜರಾಗುವುದು. ಕಾರ್ಯಕ್ರಮವನ್ನು ಯಶಸ್ವಿಗೊಳಿಸಲು ಸಹಕರಿಸಲು ಕಾರ್ಯಕ್ರಮಕ್ಕೆ ಹಾಜರಾಗದಿದ್ದಲ್ಲಿ ಅವರ ಮೇಲೆ ಶಿಸ್ತು ಕ್ರಮ ಕೈಗೊಳ್ಳುವ ನಿಟ್ಟಿನಲ್ಲಿ ಜಿಲ್ಲಾ ಮಟ್ಟದ ಅಧಿಕಾರಿಗಳು ತಮ್ಮ ಕಚೇರಿಗಳಲ್ಲಿ ಜಯಂತಿ ಆಚರಣೆ ಮಾಡಿ, ನಂತರ ಜಿಲ್ಲಾಧಿಕಾರಿಗಳ ಕಚೇರಿಯಲ್ಲಿ ನಡೆಯುವ ಕಾರ್ಯಕ್ರಮದಲ್ಲಿ ಭಾಗವಹಿಸುವಂತೆ ಜಿಲ್ಲಾಧಿಕಾರಿ ಗಂಗಾಧರಸ್ವಾಮಿ ಜಿ.ಎಂ ತಿಳಿಸಿದ್ದಾರೆ.: [1130, 1655, 1483, 1826]
story4-bureau: ಪ್ರಜಾ ನಾಯಕ ನವದೆಹಲಿ: [42, 1486, 134, 1499]
story5-headline: ಏ. 05-ಡಾ.ಬಾಬು ಜಗಜೀವನ್ ರಾಂ ರವರ 119 ನೇ ಜಯಂತಿ .: [1130, 1583, 1482, 1625]
cylinder-valve: [418, 1489, 430, 1499]
cylinder-valve: [697, 1648, 709, 1659]
cylinder-shape: [509, 1656, 545, 1699]
cylinder-valve: [389, 1648, 401, 1659]
cylinder-valve: [697, 1542, 709, 1552]
divider: [38, 1371, 1123, 1372]
cylinder-valve: [565, 1648, 577, 1659]
cylinder-valve: [477, 1542, 489, 1552]
cylinder-shape: [773, 1656, 809, 1699]
cylinder-valve: [521, 1542, 533, 1552]
cylinder-valve: [741, 1648, 753, 1659]
cylinder-valve: [506, 1595, 518, 1606]
cylinder-valve: [345, 1648, 357, 1659]
story6-headline: ಮತದಾನ ಪ್ರಜಾಪ್ರಭುತ್ವದ ಅಡಿಪಾಯ : ಜಿಲ್ಲಾಧಿಕಾರಿ ಗಂಗಾಧರಸ್ವಾಮಿ ಜಿ.ಎಂ.: [39, 1951, 1484, 2019]
story3-headline: ಜನರ ಜೇಬಿಗೆ ಕತ್ತರಿ ಹಾಕುವುದೇ ಅಚ್ಚೇದಿನ್: [1130, 785, 1341, 803]
cylinder-valve: [638, 1595, 650, 1606]
cylinder-shape: [729, 1656, 765, 1699]
story1-col1: ಸರ್ಕಾರ ನೇಮಕಾತಿಗೆ ಮುಂದಾಗಿರುವ ಹುದ್ದೆಗಳಿಗೆ ಒಳ ಮೀಸಲಾತಿಯನ್ನು ಅಳವಡಿಸಿಕೊಂಡೇ ನೇಮಕಾತಿ ಮಾಡಲಾಗುವುದು ಈಗ ನೇಮಕಾತಿ ಪ್ರಕ್ರಿಯೆ ನಡೆಯುತ್ತಿದೆ ಅದು ಅಂತಿಮವಾಗುವುದರೊಳಗೆ ನಮ್ಮ ಸರ್ಕಾರ ಒಳ ಮೀಸಲಾತಿಯನ್ನು ಜಾರಿ ಮಾಡಲಿದ್ದು ಆದರಂತೆಯೇ ನೇಮಕಾತಿ ಪ್ರಕ್ರಿಯೆ ನಡೆದು ಎಲ್ಲಾ ಸಮುದಾಯದ ನಿರುದ್ಯೋಗಿ ಅಭ್ಯರ್ಥಿಗಳು ನ್ಯಾಯ ಸಿಗಲಿದೆ ಇದರಲ್ಲಿ ಯಾವುದೇ ಅತಂಕ ಬೇಡ ಎಂದು ಆಹಾರ ಮತ್ತು ನಾಗರೀಕ ಪೂರೈಕೆ ಸಚಿವರಾದ ಕೆ.ಹೆಚ್. ಮುನಿಯಪ್ಪ ತಿಳಿಸಿದರು. ಚಿತ್ರದುರ್ಗ ನಗರಕ್ಕೆ ಬೇಟಿ ನೀಡಿದ್ದ ಅವರು ಶಿವ ಶರಣ ಮಾದಾರ ಚನ್ನಯ್ಯ ಗುರುಪೀಠದಲ್ಲಿ ಸುದ್ದಿಗೋಷ್ಠಿಯಲ್ಲಿ ಮಾತನಾಡಿದ ಅವರು, ಹಿಂದಿನ ಬಿಜೆಪಿ ಸರ್ಕಾರ ಮೀಸಲಾತಿಯ ಪ್ರಮಾಣವನ್ನು 56% ಕ್ಕೆ ಏರಿಸಿದೆ. ಆದರೆ ನ್ಯಾಯಾಲಯ ಶೇ 50% ಕ್ಕೆ ಒಳಪಡಿಸುವಂತೆ ಆದೇಶ ನೀಡಿದೆ.ಈ ಆದೇಶದ ಹಿನ್ನೆಲೆಯಲ್ಲಿ ಎಲ್ಲಾ ಸಮುದಾಯಗಳಿಗೆ ಮೀಸಲಾತಿ ಪ್ರಮಾಣವನ್ನು: [42, 244, 323, 475]
cylinder-valve: [770, 1595, 782, 1606]
story2-col3: ಅಭ್ಯುದಯವನ್ನು ಕಂಡು ಮತ್ಸರ ಪಡದೆ, ತನ್ನ ಪರಿಶ್ರಮದ ಮೇಲೆ ನಂಬಿಕೆಯಿಟ್ಟು ಬದುಕುವವನು ನಿಜವಾದ ಸುಖಿ. ಚಾಣಕ್ಯರ ಪ್ರಕಾರ, ಯಾರು ಹಣವನ್ನು ಬಂದವರಿಗೆ ಅನ್ನ ನೀಡುತ್ತಾರೋ ಮತ್ತು ಚಾಕ್ಷುವ ಹಣವನ್ನು ಬಂದವರಿಗೆ ವಿದ್ಯೆಯನ್ನು ಧಾರೆ ಎರೆಯುತ್ತಾರೋ ಅಂತಹವರ ಪುಣ್ಯವು ವೃದ್ಧಿಯಾಗಿ ಜೀವನದಲ್ಲಿ ಅಷ್ಟೈಶ್ವರ್ಯಗಳು ಲಭಿಸುತ್ತವೆ. ಪರರ ಕಷ್ಟಕ್ಕೆ ಸ್ಪಂದಿಸುವ ಕರುಣಾಮಯಿ ಮತ್ತು ಅಹಂಕಾರವಿಲ್ಲದ ದೊಡ್ಡ ಗುಣ ಹೊಂದಿರುವವನು ಸದಾ ದೇವರ ಅನುಗ್ರಹಕ್ಕೆ ಪಾತ್ರನಾಗುತ್ತಾನೆ. ಈ ಸದ್ಗುಣಗಳನ್ನು ಅಳವಡಿಸಿಕೊಂಡಾಗ ಮಾನಸಿಕ ಕ್ಲೇಶಗಳು ದೂರವಾಗಿ, ಮನೆಯಲ್ಲಿ ಸುಖ-ಸಮೃದ್ಧಿ: [595, 1054, 850, 1226]
cylinder-shape: [685, 1656, 721, 1699]
rally-banner-text: ಮತದಾನ ಜಾಗೃತಿ ಜಾಥಾ: [569, 2240, 692, 2259]
issue-date: 02-04-2026: [660, 39, 864, 76]
cylinder-valve: [770, 1489, 782, 1499]
story2-headline1: ಸಂತೋಷದ ಜೀವನಕ್ಕೆ ಬೇಕು ಈ ನಾಲ್ಕು ಗುಣ.: [39, 783, 584, 825]
cylinder-shape: [377, 1656, 413, 1699]
story4-headline: ವಾಣಿಜ್ಯ ಸಿಲಿಂಡರ್ ಬೆಲೆ ಮತ್ತೆ ಏರಿಕೆ: [42, 1376, 840, 1455]
cylinder-valve: [506, 1489, 518, 1499]
cylinder-valve: [682, 1489, 694, 1499]
cylinder-shape: [421, 1656, 457, 1699]
story1-col2: ಸ್ಥಳಮಟ್ಟಿಗೆ ಕಡಿಮೆ ಮಾಡಿ ಜಾತಿಗಳಿಗೆ ನ್ಯಾಯಯುತವಾಗಿ ನೀಡುವ ಕುರಿತು ಎಲ್ಲಾ ಸಮುದಾಯದ ಮುಖಂಡರುಗಳು ಸಮ್ಮತಿಸಿದ್ದಾರೆ. ಇದರ ಬಗ್ಗೆ ಅಂತಿಮವಾಗಿ ಸಚಿವ ಸಂಪುಟದಲ್ಲಿ ತೀರ್ಮಾನ ಮಾಡಿ ಉಪಮಹಾನಿಧಿಯ ನಂತರ ಜಾರಿ ಮಾಡಲಾಗುವುದು ಎಂದ ಅವರು, ಒಳ ಮೀಸಲಾತಿಗೆ ಸಂಬಂಧಪಟ್ಟಂತೆ ಪರಿಶಿಷ್ಟ ಜಾತಿಯ ಎಲ್ಲಾ ಸಮುದಾಯಗಳು ಕಳೆದ 35 ವರ್ಷಗಳಿಂದ ಹೋರಾಟ ಮಾಡುತ್ತಾ ಬಂದಿವೆ. ಇದರ ಜಾರಿಗೆ ಹಲವಾರು ಆಯೋಗಗಳನ್ನು ರಚನೆ ಮಾಡಿ ವರದಿಯನ್ನು ತಯಾರಿಸಲಾಗಿದ್ದು. ಇದರ ಬಗ್ಗೆ ಈಗಾಗಲೇ ಸಚಿವ ಸಂಪುಟದಲ್ಲಿ ಎರಡು ಮೂರು: [334, 526, 513, 757]
press-meet-photo: [334, 205, 880, 511]
subhead-good-son: ಸದ್ಗುಣ ಮತ್ತು ವಿಧೇಯನಾದ ಮಗ: [114, 1160, 238, 1174]
